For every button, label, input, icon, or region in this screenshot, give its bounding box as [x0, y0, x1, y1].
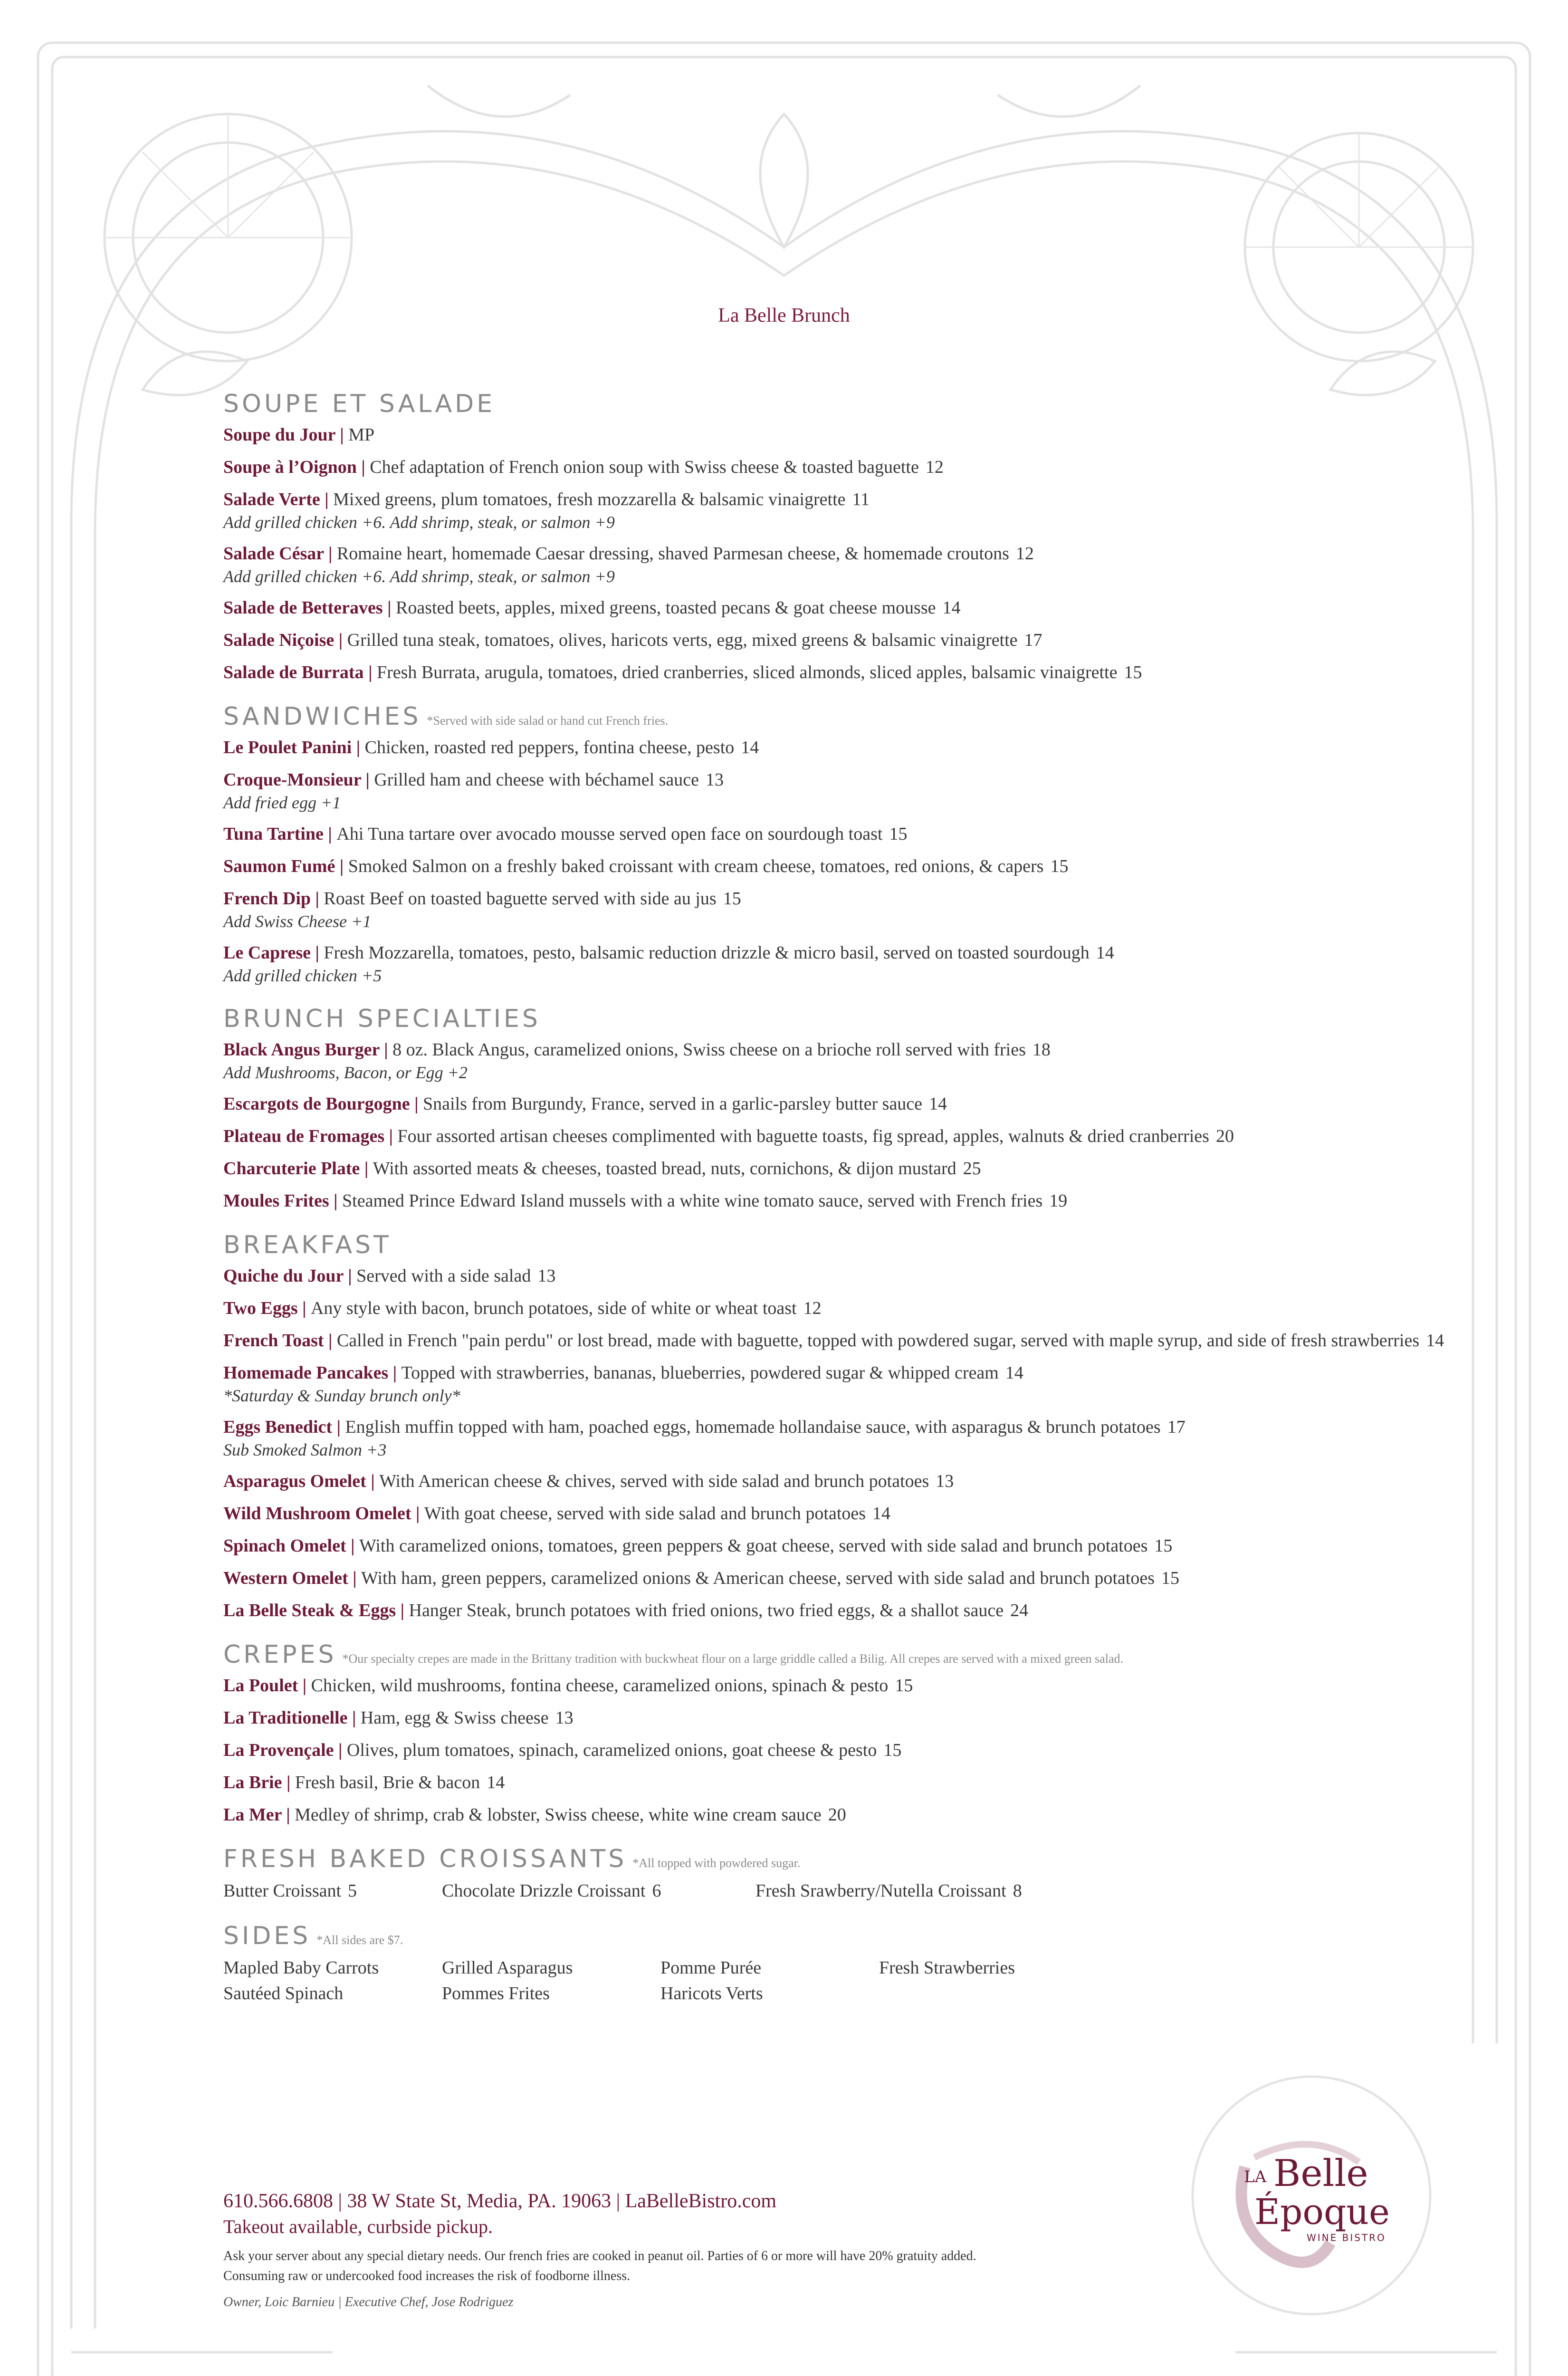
item-name: La Mer — [223, 1805, 282, 1825]
item-description: Roast Beef on toasted baguette served with side au jus — [324, 889, 717, 909]
item-separator: | — [298, 1676, 311, 1696]
menu-item — [223, 1674, 1459, 1697]
croissant-row — [223, 1878, 1459, 1904]
item-separator: | — [347, 1708, 361, 1728]
section-note: *Our specialty crepes are made in the Brittany tradition with buckwheat flour on a large griddle called a Bilig. All crepes are served with a mixed green salad. — [342, 1652, 1123, 1666]
section-title: FRESH BAKED CROISSANTS — [223, 1845, 627, 1873]
section-heading — [223, 702, 1459, 731]
section-heading — [223, 1640, 1459, 1669]
croissant-name: Fresh Srawberry/Nutella Croissant — [755, 1881, 1006, 1901]
item-price: 17 — [1024, 630, 1042, 650]
menu-item — [223, 736, 1459, 759]
item-price: 14 — [487, 1772, 505, 1792]
side-item: Pomme Purée — [660, 1958, 762, 1978]
item-separator: | — [388, 1363, 402, 1383]
item-separator: | — [356, 457, 370, 477]
item-description: Topped with strawberries, bananas, blueberries, powdered sugar & whipped cream — [401, 1363, 999, 1383]
page-title: La Belle Brunch — [718, 305, 850, 326]
item-separator: | — [343, 1266, 357, 1286]
section-brunch — [223, 1005, 1459, 1213]
side-item: Pommes Frites — [442, 1983, 550, 2003]
item-description: With caramelized onions, tomatoes, green peppers & goat cheese, served with side salad and brunch potatoes — [359, 1536, 1148, 1556]
item-description: With goat cheese, served with side salad and brunch potatoes — [424, 1504, 866, 1523]
item-separator: | — [335, 425, 349, 445]
item-name: Salade Verte — [223, 489, 320, 509]
menu-item — [223, 822, 1459, 846]
item-description: Smoked Salmon on a freshly baked croissant with cream cheese, tomatoes, red onions, & capers — [348, 856, 1044, 876]
takeout-note: Takeout available, curbside pickup. — [223, 2216, 493, 2237]
item-price: 15 — [1050, 856, 1069, 876]
item-description: Hanger Steak, brunch potatoes with fried onions, two fried eggs, & a shallot sauce — [409, 1600, 1004, 1620]
menu-item — [223, 1599, 1459, 1622]
disclaimer-raw-food: Consuming raw or undercooked food increases the risk of foodborne illness. — [223, 2269, 631, 2283]
item-separator: | — [366, 1471, 380, 1491]
menu-item — [223, 941, 1459, 987]
item-description: Romaine heart, homemade Caesar dressing, shaved Parmesan cheese, & homemade croutons — [336, 544, 1009, 564]
menu-item — [223, 1803, 1459, 1827]
item-description: With ham, green peppers, caramelized onions & American cheese, served with side salad and brunch potatoes — [361, 1568, 1155, 1588]
item-name: Homemade Pancakes — [223, 1363, 389, 1383]
menu-item — [223, 1502, 1459, 1525]
item-price: 14 — [929, 1094, 947, 1114]
section-title: BREAKFAST — [223, 1231, 392, 1259]
item-name: Le Poulet Panini — [223, 738, 352, 757]
item-description: Fresh Burrata, arugula, tomatoes, dried cranberries, sliced almonds, sliced apples, balsamic vinaigrette — [376, 662, 1118, 682]
item-name: Eggs Benedict — [223, 1417, 333, 1437]
item-name: Salade Niçoise — [223, 630, 335, 650]
item-price: 14 — [1096, 943, 1114, 963]
item-addon: Add fried egg +1 — [223, 793, 341, 812]
item-addon: Add Mushrooms, Bacon, or Egg +2 — [223, 1063, 468, 1082]
item-addon: *Saturday & Sunday brunch only* — [223, 1386, 460, 1405]
item-separator: | — [361, 770, 374, 790]
item-addon: Sub Smoked Salmon +3 — [223, 1440, 387, 1459]
section-heading — [223, 1845, 1459, 1873]
section-title: SOUPE ET SALADE — [223, 390, 496, 418]
item-separator: | — [335, 856, 348, 876]
item-separator: | — [320, 489, 334, 509]
item-price: 13 — [555, 1708, 574, 1728]
croissant-item — [442, 1878, 755, 1904]
logo-belle: Belle — [1273, 2152, 1368, 2195]
item-name: Two Eggs — [223, 1298, 298, 1318]
menu-item — [223, 1534, 1459, 1558]
menu-item — [223, 1092, 1459, 1116]
item-separator: | — [323, 824, 337, 844]
side-item: Sautéed Spinach — [223, 1983, 344, 2003]
item-description: Snails from Burgundy, France, served in a garlic-parsley butter sauce — [423, 1094, 923, 1114]
sides-row — [223, 1981, 1459, 2006]
item-price: 25 — [963, 1159, 981, 1178]
menu-item — [223, 1038, 1459, 1083]
item-separator: | — [311, 943, 324, 963]
section-soupe — [223, 390, 1459, 684]
croissant-name: Butter Croissant — [223, 1881, 342, 1901]
item-separator: | — [396, 1600, 409, 1620]
croissant-name: Chocolate Drizzle Croissant — [442, 1881, 646, 1901]
item-price: 19 — [1049, 1191, 1068, 1211]
side-item: Mapled Baby Carrots — [223, 1958, 379, 1978]
item-name: Asparagus Omelet — [223, 1471, 366, 1491]
item-name: Escargots de Bourgogne — [223, 1094, 410, 1114]
menu-item — [223, 423, 1459, 447]
item-description: Any style with bacon, brunch potatoes, side of white or wheat toast — [310, 1298, 797, 1318]
item-separator: | — [384, 1126, 398, 1146]
item-description: Chef adaptation of French onion soup with Swiss cheese & toasted baguette — [370, 457, 919, 477]
item-name: Quiche du Jour — [223, 1266, 344, 1286]
item-separator: | — [346, 1536, 359, 1556]
side-item: Fresh Strawberries — [879, 1958, 1015, 1978]
menu-item — [223, 1329, 1459, 1352]
menu-body — [223, 390, 1459, 2024]
item-name: La Brie — [223, 1772, 282, 1792]
item-name: Wild Mushroom Omelet — [223, 1504, 411, 1523]
section-heading — [223, 390, 1459, 418]
menu-item — [223, 1415, 1459, 1461]
item-description: Chicken, roasted red peppers, fontina cheese, pesto — [364, 738, 735, 757]
item-separator: | — [281, 1805, 295, 1825]
item-price: 15 — [1124, 662, 1142, 682]
menu-item — [223, 1124, 1459, 1148]
item-description: Fresh Mozzarella, tomatoes, pesto, balsamic reduction drizzle & micro basil, served on toasted sourdough — [324, 943, 1090, 963]
item-description: Served with a side salad — [356, 1266, 531, 1286]
item-description: Mixed greens, plum tomatoes, fresh mozzarella & balsamic vinaigrette — [333, 489, 846, 509]
menu-item — [223, 1566, 1459, 1590]
item-price: 12 — [1015, 544, 1034, 564]
item-price: 18 — [1032, 1040, 1051, 1060]
section-croissants — [223, 1845, 1459, 1904]
item-price: 15 — [723, 889, 741, 909]
section-title: SANDWICHES — [223, 702, 421, 731]
item-description: Roasted beets, apples, mixed greens, toasted pecans & goat cheese mousse — [395, 598, 936, 618]
item-name: Croque-Monsieur — [223, 770, 361, 790]
croissant-item — [755, 1878, 1074, 1904]
item-name: Black Angus Burger — [223, 1040, 380, 1060]
item-price: 13 — [706, 770, 724, 790]
item-separator: | — [382, 598, 396, 618]
item-name: La Poulet — [223, 1676, 298, 1696]
item-description: Chicken, wild mushrooms, fontina cheese, caramelized onions, spinach & pesto — [311, 1676, 889, 1696]
item-name: Tuna Tartine — [223, 824, 324, 844]
item-name: Salade César — [223, 544, 324, 564]
section-title: SIDES — [223, 1922, 311, 1950]
item-separator: | — [379, 1040, 393, 1060]
item-price: 12 — [925, 457, 944, 477]
item-price: 15 — [1154, 1536, 1173, 1556]
item-separator: | — [411, 1504, 424, 1523]
menu-item — [223, 1296, 1459, 1320]
item-description: 8 oz. Black Angus, caramelized onions, Swiss cheese on a brioche roll served with fries — [392, 1040, 1026, 1060]
menu-item — [223, 455, 1459, 479]
item-price: 17 — [1167, 1417, 1186, 1437]
menu-item — [223, 854, 1459, 878]
item-separator: | — [324, 544, 337, 564]
item-price: 14 — [741, 738, 759, 757]
item-separator: | — [360, 1159, 373, 1178]
item-separator: | — [311, 889, 324, 909]
croissant-price: 5 — [348, 1881, 357, 1901]
menu-item — [223, 596, 1459, 620]
menu-item — [223, 1771, 1459, 1794]
item-description: Steamed Prince Edward Island mussels with a white wine tomato sauce, served with French fries — [342, 1191, 1043, 1211]
logo-la: LA — [1244, 2167, 1267, 2186]
item-description: Four assorted artisan cheeses complimented with baguette toasts, fig spread, apples, walnuts & dried cranberries — [397, 1126, 1209, 1146]
item-description: Grilled tuna steak, tomatoes, olives, haricots verts, egg, mixed greens & balsamic vinaigrette — [347, 630, 1018, 650]
section-sandwiches — [223, 702, 1459, 987]
menu-item — [223, 542, 1459, 587]
disclaimer-dietary: Ask your server about any special dietary needs. Our french fries are cooked in peanut oil. Parties of 6 or more will have 20% gratuity added. — [223, 2249, 976, 2263]
item-name: La Belle Steak & Eggs — [223, 1600, 396, 1620]
section-title: BRUNCH SPECIALTIES — [223, 1005, 541, 1033]
contact-line: 610.566.6808 | 38 W State St, Media, PA. 19063 | LaBelleBistro.com — [223, 2190, 777, 2212]
item-description: Ham, egg & Swiss cheese — [360, 1708, 549, 1728]
item-price: 11 — [852, 489, 870, 509]
item-price: 14 — [1005, 1363, 1023, 1383]
item-name: Soupe à l’Oignon — [223, 457, 357, 477]
section-title: CREPES — [223, 1640, 337, 1669]
side-item: Grilled Asparagus — [442, 1958, 573, 1978]
item-name: Salade de Burrata — [223, 662, 364, 682]
sides-row — [223, 1955, 1459, 1981]
item-name: Moules Frites — [223, 1191, 329, 1211]
item-addon: Add grilled chicken +6. Add shrimp, steak, or salmon +9 — [223, 567, 615, 586]
item-price: 13 — [936, 1471, 954, 1491]
item-name: Charcuterie Plate — [223, 1159, 360, 1178]
item-addon: Add grilled chicken +6. Add shrimp, steak, or salmon +9 — [223, 513, 615, 532]
item-separator: | — [348, 1568, 362, 1588]
item-price: 24 — [1010, 1600, 1029, 1620]
side-item: Haricots Verts — [660, 1983, 763, 2003]
item-name: Le Caprese — [223, 943, 311, 963]
item-separator: | — [352, 738, 365, 757]
section-note: *All topped with powdered sugar. — [632, 1856, 801, 1870]
item-description: English muffin topped with ham, poached eggs, homemade hollandaise sauce, with asparagus & brunch potatoes — [345, 1417, 1161, 1437]
item-separator: | — [324, 1331, 337, 1351]
menu-item — [223, 488, 1459, 533]
item-separator: | — [329, 1191, 343, 1211]
menu-item — [223, 1738, 1459, 1762]
item-name: La Provençale — [223, 1740, 334, 1760]
item-separator: | — [282, 1772, 295, 1792]
menu-item — [223, 768, 1459, 814]
croissant-item — [223, 1878, 442, 1904]
logo-tagline: WINE BISTRO — [1307, 2232, 1386, 2243]
section-heading — [223, 1231, 1459, 1259]
item-description: Grilled ham and cheese with béchamel sauce — [374, 770, 699, 790]
logo-epoque: Époque — [1254, 2192, 1390, 2232]
section-crepes — [223, 1640, 1459, 1827]
menu-item — [223, 1157, 1459, 1180]
item-name: French Dip — [223, 889, 311, 909]
item-name: Western Omelet — [223, 1568, 348, 1588]
item-name: Plateau de Fromages — [223, 1126, 385, 1146]
item-addon: Add grilled chicken +5 — [223, 966, 382, 985]
croissant-price: 6 — [652, 1881, 661, 1901]
item-addon: Add Swiss Cheese +1 — [223, 912, 372, 931]
section-note: *Served with side salad or hand cut French fries. — [427, 714, 669, 728]
item-description: Olives, plum tomatoes, spinach, caramelized onions, goat cheese & pesto — [346, 1740, 877, 1760]
item-price: 14 — [942, 598, 961, 618]
item-price: 13 — [537, 1266, 556, 1286]
croissant-price: 8 — [1013, 1881, 1022, 1901]
item-price: 15 — [889, 824, 908, 844]
item-name: Soupe du Jour — [223, 425, 335, 445]
owner-credit: Owner, Loic Barnieu | Executive Chef, Jose Rodriguez — [223, 2295, 514, 2309]
item-separator: | — [297, 1298, 311, 1318]
menu-item — [223, 1706, 1459, 1730]
item-separator: | — [334, 1740, 347, 1760]
item-name: French Toast — [223, 1331, 324, 1351]
section-sides — [223, 1922, 1459, 2006]
item-name: Salade de Betteraves — [223, 598, 383, 618]
menu-item — [223, 1189, 1459, 1213]
item-description: Fresh basil, Brie & bacon — [295, 1772, 480, 1792]
item-description: With American cheese & chives, served with side salad and brunch potatoes — [379, 1471, 929, 1491]
item-name: La Traditionelle — [223, 1708, 348, 1728]
item-description: With assorted meats & cheeses, toasted bread, nuts, cornichons, & dijon mustard — [373, 1159, 956, 1178]
item-separator: | — [334, 630, 347, 650]
item-description: MP — [348, 425, 375, 445]
menu-item — [223, 1264, 1459, 1288]
item-separator: | — [332, 1417, 345, 1437]
menu-item — [223, 1361, 1459, 1407]
section-breakfast — [223, 1231, 1459, 1622]
item-separator: | — [363, 662, 377, 682]
item-price: 20 — [1215, 1126, 1234, 1146]
section-heading — [223, 1005, 1459, 1033]
item-description: Ahi Tuna tartare over avocado mousse served open face on sourdough toast — [336, 824, 883, 844]
item-price: 15 — [883, 1740, 902, 1760]
item-price: 14 — [1426, 1331, 1444, 1351]
item-separator: | — [410, 1094, 423, 1114]
item-description: Called in French "pain perdu" or lost bread, made with baguette, topped with powdered sugar, served with maple syrup, and side of fresh strawberries — [336, 1331, 1420, 1351]
section-note: *All sides are $7. — [316, 1933, 403, 1947]
item-price: 12 — [803, 1298, 822, 1318]
menu-item — [223, 661, 1459, 684]
item-price: 14 — [872, 1504, 891, 1523]
la-belle-epoque-logo — [1188, 2072, 1435, 2319]
item-name: Spinach Omelet — [223, 1536, 346, 1556]
menu-item — [223, 887, 1459, 932]
item-price: 15 — [1161, 1568, 1179, 1588]
item-name: Saumon Fumé — [223, 856, 335, 876]
item-price: 15 — [895, 1676, 913, 1696]
item-description: Medley of shrimp, crab & lobster, Swiss cheese, white wine cream sauce — [295, 1805, 822, 1825]
item-price: 20 — [828, 1805, 846, 1825]
menu-item — [223, 1469, 1459, 1493]
section-heading — [223, 1922, 1459, 1950]
menu-item — [223, 628, 1459, 652]
